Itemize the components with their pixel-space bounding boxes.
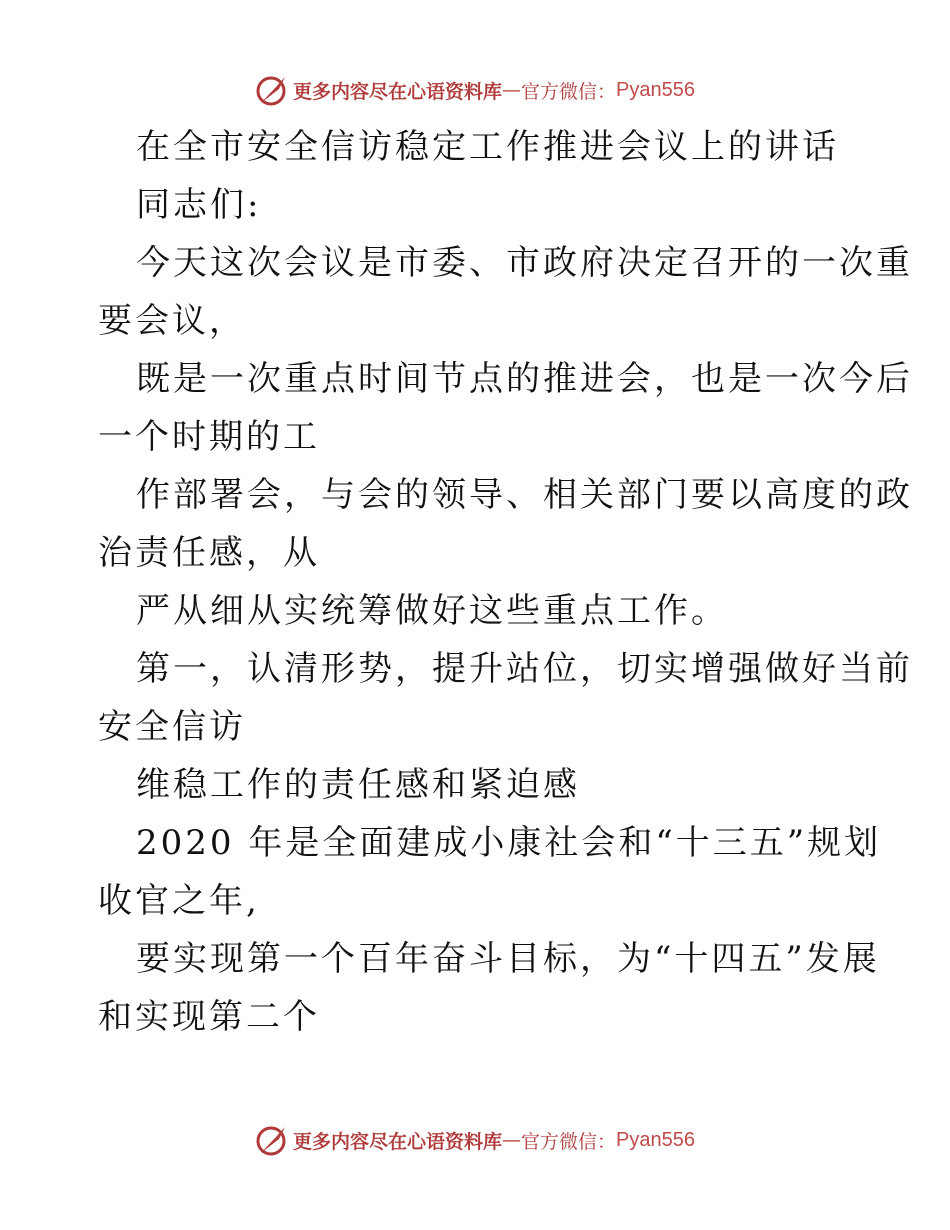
footer-wechat-id: Pyan556 [616, 1128, 695, 1151]
paragraph-line: 要实现第一个百年奋斗目标，为“十四五”发展 [136, 939, 880, 979]
section-heading: 第一，认清形势，提升站位，切实增强做好当前 [136, 649, 913, 689]
footer-brand-text: 更多内容尽在心语资料库 [293, 1130, 503, 1153]
header-dash: — [502, 79, 522, 101]
paragraph-line: 要会议， [98, 301, 246, 341]
section-heading: 维稳工作的责任感和紧迫感 [136, 765, 580, 805]
paragraph-line: 作部署会，与会的领导、相关部门要以高度的政 [136, 475, 913, 515]
paragraph-line: 和实现第二个 [98, 997, 320, 1037]
paragraph-line: 今天这次会议是市委、市政府决定召开的一次重 [136, 243, 913, 283]
paragraph-line: 收官之年, [98, 881, 260, 921]
document-title: 在全市安全信访稳定工作推进会议上的讲话 [136, 127, 839, 167]
paragraph-line: 严从细从实统筹做好这些重点工作。 [136, 591, 728, 631]
section-heading: 安全信访 [98, 707, 246, 747]
header-banner [0, 70, 950, 110]
header-brand-text: 更多内容尽在心语资料库 [293, 80, 503, 103]
paragraph-line: 既是一次重点时间节点的推进会，也是一次今后 [136, 359, 913, 399]
header-wechat-label: 官方微信： [521, 80, 617, 103]
salutation: 同志们: [136, 185, 262, 225]
paragraph-line: 一个时期的工 [98, 417, 320, 457]
document-body [98, 118, 913, 1046]
header-wechat-id: Pyan556 [616, 78, 695, 101]
footer-banner [0, 1120, 950, 1160]
footer-wechat-label: 官方微信： [521, 1130, 617, 1153]
footer-dash: — [502, 1129, 522, 1151]
paragraph-line: 治责任感，从 [98, 533, 320, 573]
quill-logo-icon [255, 1123, 289, 1157]
paragraph-line: 2020 年是全面建成小康社会和“十三五”规划 [136, 823, 882, 863]
quill-logo-icon [255, 73, 289, 107]
